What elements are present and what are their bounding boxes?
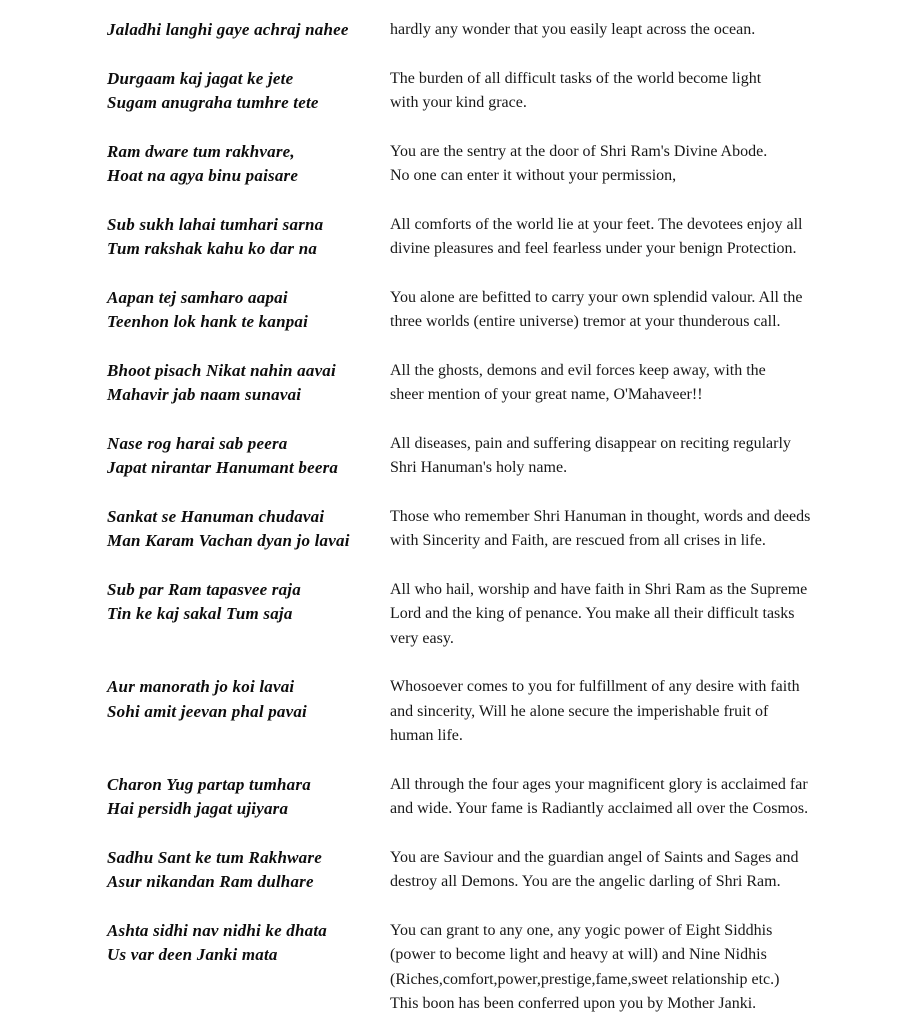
- translation-column: [390, 578, 870, 652]
- transliteration-line: Nase rog harai sab peera: [107, 433, 288, 453]
- transliteration-line: Us var deen Janki mata: [107, 945, 278, 964]
- translation-column: [390, 919, 870, 1017]
- transliteration-line: Japat nirantar Hanumant beera: [107, 458, 339, 477]
- translation-line: Whosoever comes to you for fulfillment of any desire with faith: [390, 678, 800, 695]
- translation-line: and sincerity, Will he alone secure the imperishable fruit of: [390, 702, 769, 720]
- translation-line: All through the four ages your magnificent glory is acclaimed far: [390, 775, 808, 793]
- translation-line: No one can enter it without your permission,: [390, 167, 677, 184]
- transliteration-line: Hoat na agya binu paisare: [107, 166, 299, 185]
- verse-row: [107, 432, 908, 481]
- translation-line: hardly any wonder that you easily leapt across the ocean.: [390, 21, 756, 38]
- translation-line: very easy.: [390, 629, 454, 647]
- transliteration-column: [107, 67, 390, 116]
- transliteration-line: Sugam anugraha tumhre tete: [107, 93, 319, 112]
- verse-row: [107, 846, 908, 895]
- translation-line: All diseases, pain and suffering disappear on reciting regularly: [390, 434, 791, 452]
- translation-column: [390, 773, 870, 822]
- translation-line: and wide. Your fame is Radiantly acclaimed all over the Cosmos.: [390, 800, 809, 817]
- translation-line: All the ghosts, demons and evil forces keep away, with the: [390, 361, 766, 379]
- verse-row: [107, 18, 908, 43]
- translation-line: All comforts of the world lie at your feet. The devotees enjoy all: [390, 215, 803, 233]
- transliteration-column: [107, 505, 390, 554]
- transliteration-column: [107, 359, 390, 408]
- translation-line: with Sincerity and Faith, are rescued from all crises in life.: [390, 532, 766, 549]
- translation-line: sheer mention of your great name, O'Mahaveer!!: [390, 386, 703, 403]
- transliteration-line: Sohi amit jeevan phal pavai: [107, 701, 307, 721]
- translation-line: This boon has been conferred upon you by Mother Janki.: [390, 995, 757, 1012]
- transliteration-column: [107, 213, 390, 262]
- transliteration-line: Jaladhi langhi gaye achraj nahee: [107, 20, 349, 39]
- verse-row: [107, 67, 908, 116]
- translation-line: Lord and the king of penance. You make all their difficult tasks: [390, 605, 795, 622]
- translation-column: [390, 140, 870, 189]
- verse-row: [107, 213, 908, 262]
- transliteration-line: Ram dware tum rakhvare,: [107, 141, 295, 161]
- translation-line: You are Saviour and the guardian angel of Saints and Sages and: [390, 848, 799, 866]
- translation-line: with your kind grace.: [390, 94, 527, 111]
- transliteration-line: Asur nikandan Ram dulhare: [107, 872, 314, 891]
- transliteration-line: Tin ke kaj sakal Tum saja: [107, 604, 293, 623]
- translation-column: [390, 432, 870, 481]
- translation-line: human life.: [390, 727, 463, 744]
- translation-line: destroy all Demons. You are the angelic darling of Shri Ram.: [390, 873, 781, 890]
- translation-line: (power to become light and heavy at will) and Nine Nidhis: [390, 946, 767, 963]
- transliteration-line: Teenhon lok hank te kanpai: [107, 312, 309, 331]
- transliteration-line: Man Karam Vachan dyan jo lavai: [107, 531, 350, 550]
- transliteration-line: Ashta sidhi nav nidhi ke dhata: [107, 920, 327, 940]
- transliteration-line: Sadhu Sant ke tum Rakhware: [107, 847, 322, 867]
- transliteration-column: [107, 140, 390, 189]
- translation-column: [390, 213, 870, 262]
- transliteration-line: Bhoot pisach Nikat nahin aavai: [107, 360, 336, 380]
- transliteration-column: [107, 919, 390, 968]
- translation-line: Those who remember Shri Hanuman in thought, words and deeds: [390, 507, 811, 525]
- verse-row: [107, 505, 908, 554]
- translation-line: three worlds (entire universe) tremor at your thunderous call.: [390, 313, 781, 330]
- transliteration-line: Aur manorath jo koi lavai: [107, 677, 295, 696]
- transliteration-column: [107, 675, 390, 724]
- transliteration-line: Sub par Ram tapasvee raja: [107, 579, 301, 599]
- translation-line: (Riches,comfort,power,prestige,fame,sweet relationship etc.): [390, 970, 780, 988]
- verse-row: [107, 140, 908, 189]
- translation-line: Shri Hanuman's holy name.: [390, 459, 568, 476]
- transliteration-column: [107, 773, 390, 822]
- verse-row: [107, 919, 908, 1017]
- translation-line: You are the sentry at the door of Shri Ram's Divine Abode.: [390, 142, 768, 160]
- transliteration-line: Sankat se Hanuman chudavai: [107, 506, 325, 526]
- transliteration-line: Charon Yug partap tumhara: [107, 774, 311, 794]
- transliteration-column: [107, 578, 390, 627]
- transliteration-column: [107, 846, 390, 895]
- translation-column: [390, 505, 870, 554]
- translation-line: The burden of all difficult tasks of the world become light: [390, 69, 762, 87]
- translation-line: You alone are befitted to carry your own splendid valour. All the: [390, 288, 803, 306]
- transliteration-column: [107, 286, 390, 335]
- transliteration-line: Tum rakshak kahu ko dar na: [107, 239, 318, 258]
- translation-column: [390, 18, 870, 43]
- transliteration-line: Durgaam kaj jagat ke jete: [107, 68, 294, 88]
- translation-column: [390, 359, 870, 408]
- verse-row: [107, 578, 908, 652]
- translation-column: [390, 675, 870, 749]
- translation-column: [390, 286, 870, 335]
- translation-line: All who hail, worship and have faith in Shri Ram as the Supreme: [390, 580, 808, 598]
- translation-column: [390, 846, 870, 895]
- transliteration-line: Aapan tej samharo aapai: [107, 287, 288, 307]
- verse-row: [107, 773, 908, 822]
- verse-row: [107, 675, 908, 749]
- translation-column: [390, 67, 870, 116]
- verse-row: [107, 359, 908, 408]
- transliteration-line: Sub sukh lahai tumhari sarna: [107, 214, 324, 234]
- transliteration-column: [107, 18, 390, 43]
- verse-row: [107, 286, 908, 335]
- translation-line: divine pleasures and feel fearless under your benign Protection.: [390, 240, 797, 257]
- verse-list: [107, 18, 908, 1017]
- transliteration-column: [107, 432, 390, 481]
- translation-line: You can grant to any one, any yogic power of Eight Siddhis: [390, 921, 773, 939]
- transliteration-line: Hai persidh jagat ujiyara: [107, 799, 289, 818]
- transliteration-line: Mahavir jab naam sunavai: [107, 385, 302, 404]
